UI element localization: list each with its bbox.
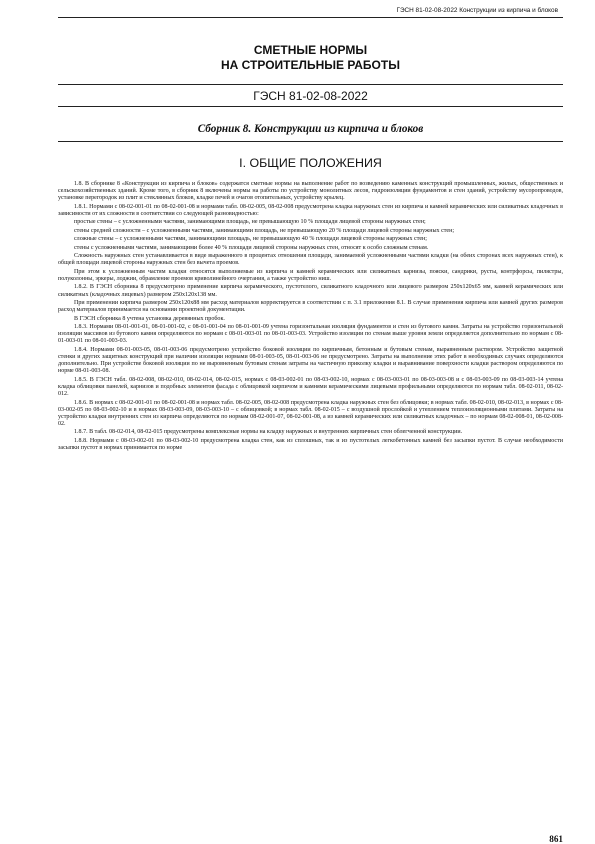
paragraph: 1.8. В сборнике 8 «Конструкции из кирпича и блоков» содержатся сметные нормы на выполнение работ по возведению каменных конструкций промышленных, жилых, общественных и сельскохозяйственных зданий. Кроме того, в сборник 8 включены нормы на работы по устройству монолитных лесов, гидроизоляции фундаментов и стен зданий, устройству мусоропроводов, установке перегородок из плит и стеклянных блоков, кладке печей и очагов отопительных, устройству крылец.: [58, 181, 563, 202]
paragraph: 1.8.1. Нормами с 08-02-001-01 по 08-02-001-08 и нормами табл. 08-02-005, 08-02-008 предусмотрена кладка наружных стен из кирпича и камней керамических или силикатных кладочных в зависимости от их сложности в соответствии со следующей разновидностью:: [58, 203, 563, 217]
header-rule: [58, 17, 563, 18]
paragraph: 1.8.4. Нормами 08-01-003-05, 08-01-003-06 предусмотрено устройство боковой изоляции по кирпичным, бетонным и бутовым стенам, выравненным раствором. Устройство защитной стенки и других защитных конструкций при наличии изоляции нормами 08-01-003-05, 08-01-003-06 не предусмотрено. Затраты на выполнение этих работ в необходимых случаях определяются дополнительно. При устройстве боковой изоляции по не выровненным бутовым стенам затраты на частичную приколку кладки и выравнивание поверхности кладки раствором определяются по норме 08-01-003-08.: [58, 346, 563, 375]
page-number: 861: [549, 834, 563, 844]
paragraph: Сложность наружных стен устанавливается в виде выраженного в процентах отношения площади, занимаемой усложненными частями кладки (на обеих сторонах всех наружных стен), к общей площади лицевой стороны наружных стен без вычета проемов.: [58, 253, 563, 267]
paragraph: простые стены – с усложненными частями, занимающими площадь, не превышающую 10 % площади лицевой стороны наружных стен;: [74, 219, 426, 226]
title-rule-top: [58, 84, 563, 85]
paragraph: стены с усложненными частями, занимающими более 40 % площади лицевой стороны наружных стен, относят к особо сложным стенам.: [74, 244, 429, 251]
paragraph: стены средней сложности – с усложненными частями, занимающими площадь, не превышающую 20 % площади лицевой стороны наружных стен;: [74, 227, 454, 234]
main-title-line-1: СМЕТНЫЕ НОРМЫ: [253, 43, 368, 57]
section-title: I. ОБЩИЕ ПОЛОЖЕНИЯ: [239, 156, 382, 170]
paragraph: 1.8.3. Нормами 08-01-001-01, 08-01-001-02, с 08-01-001-04 по 08-01-001-09 учтена горизонтальная изоляция фундаментов и стен из бутового камня. Затраты на устройство горизонтальной изоляции массивов из бутового камня определяются по нормам с 08-01-003-01 по 08-01-003-03. Устройство изоляции по стенам выше уровня земли определяется дополнительно по нормам с 08-01-003-01 по 08-01-003-03.: [58, 324, 563, 345]
paragraph: В ГЭСН сборника 8 учтена установка деревянных пробок.: [74, 315, 225, 322]
body-text: [58, 181, 563, 454]
paragraph: сложные стены – с усложненными частями, занимающими площадь, не превышающую 40 % площади лицевой стороны наружных стен;: [74, 236, 427, 243]
paragraph: При применении кирпича размером 250х120х88 мм расход материалов корректируется в соответствии с п. 3.1 приложения 8.1. В случае применения кирпича или камней других размеров расход материалов принимается на основании проектной документации.: [58, 300, 563, 314]
title-rule-bottom: [58, 106, 563, 107]
document-code: ГЭСН 81-02-08-2022: [253, 89, 368, 103]
collection-title: Сборник 8. Конструкции из кирпича и блоков: [197, 123, 424, 135]
paragraph: 1.8.8. Нормами с 08-03-002-01 по 08-03-002-10 предусмотрена кладка стен, как из сплошных, так и из пустотелых легкобетонных камней без засыпки пустот. В случае необходимости засыпки пустот в нормах принимается по норме: [58, 437, 563, 452]
section-rule: [58, 141, 563, 142]
running-header: ГЭСН 81-02-08-2022 Конструкции из кирпича и блоков: [396, 7, 558, 14]
paragraph: 1.8.2. В ГЭСН сборника 8 предусмотрено применение кирпича керамического, пустотелого, силикатного кладочного или лицевого размером 250х120х65 мм, камней керамических или силикатных (кладочных лицевых) размером 250х120х138 мм.: [58, 284, 563, 298]
paragraph: 1.8.6. В нормах с 08-02-001-01 по 08-02-001-08 и нормах табл. 08-02-005, 08-02-008 предусмотрена кладка наружных стен без облицовки; в нормах табл. 08-02-010, 08-02-013, в нормах с 08-03-002-05 по 08-03-002-10 и в нормах 08-03-003-09, 08-03-003-10 – с облицовкой; в нормах табл. 08-02-015 – с воздушной прослойкой и утеплением теплоизоляционными плитами. Затраты на устройство кладки внутренних стен из кирпича определяются по нормам 08-02-001-07, 08-02-001-08, а из камней керамических или силикатных кладочных – по нормам 08-02-008-01, 08-02-008-02.: [58, 399, 563, 427]
main-title-line-2: НА СТРОИТЕЛЬНЫЕ РАБОТЫ: [221, 58, 400, 72]
paragraph: 1.8.7. В табл. 08-02-014, 08-02-015 предусмотрены комплексные нормы на кладку наружных и внутренних кирпичных стен облегченной конструкции.: [74, 429, 463, 436]
paragraph: При этом к усложненным частям кладки относятся выполняемые из кирпича и камней керамических или силикатных карнизы, пояски, сандрики, русты, контрфорсы, пилястры, полуколонны, эркеры, лоджии, обрамление проемов криволинейного очертания, а также устройство ниш.: [58, 268, 563, 282]
paragraph: 1.8.5. В ГЭСН табл. 08-02-008, 08-02-010, 08-02-014, 08-02-015, нормах с 08-03-002-01 по 08-03-002-10, нормах с 08-03-003-01 по 08-03-003-08 и с 08-03-003-09 по 08-03-003-14 учтена кладка облицовки панелей, карнизов и подобных элементов фасада с облицовкой кирпичом и камнями керамическими лицевыми профильными определяются по нормам табл. 08-02-011, 08-02-012.: [58, 376, 563, 398]
